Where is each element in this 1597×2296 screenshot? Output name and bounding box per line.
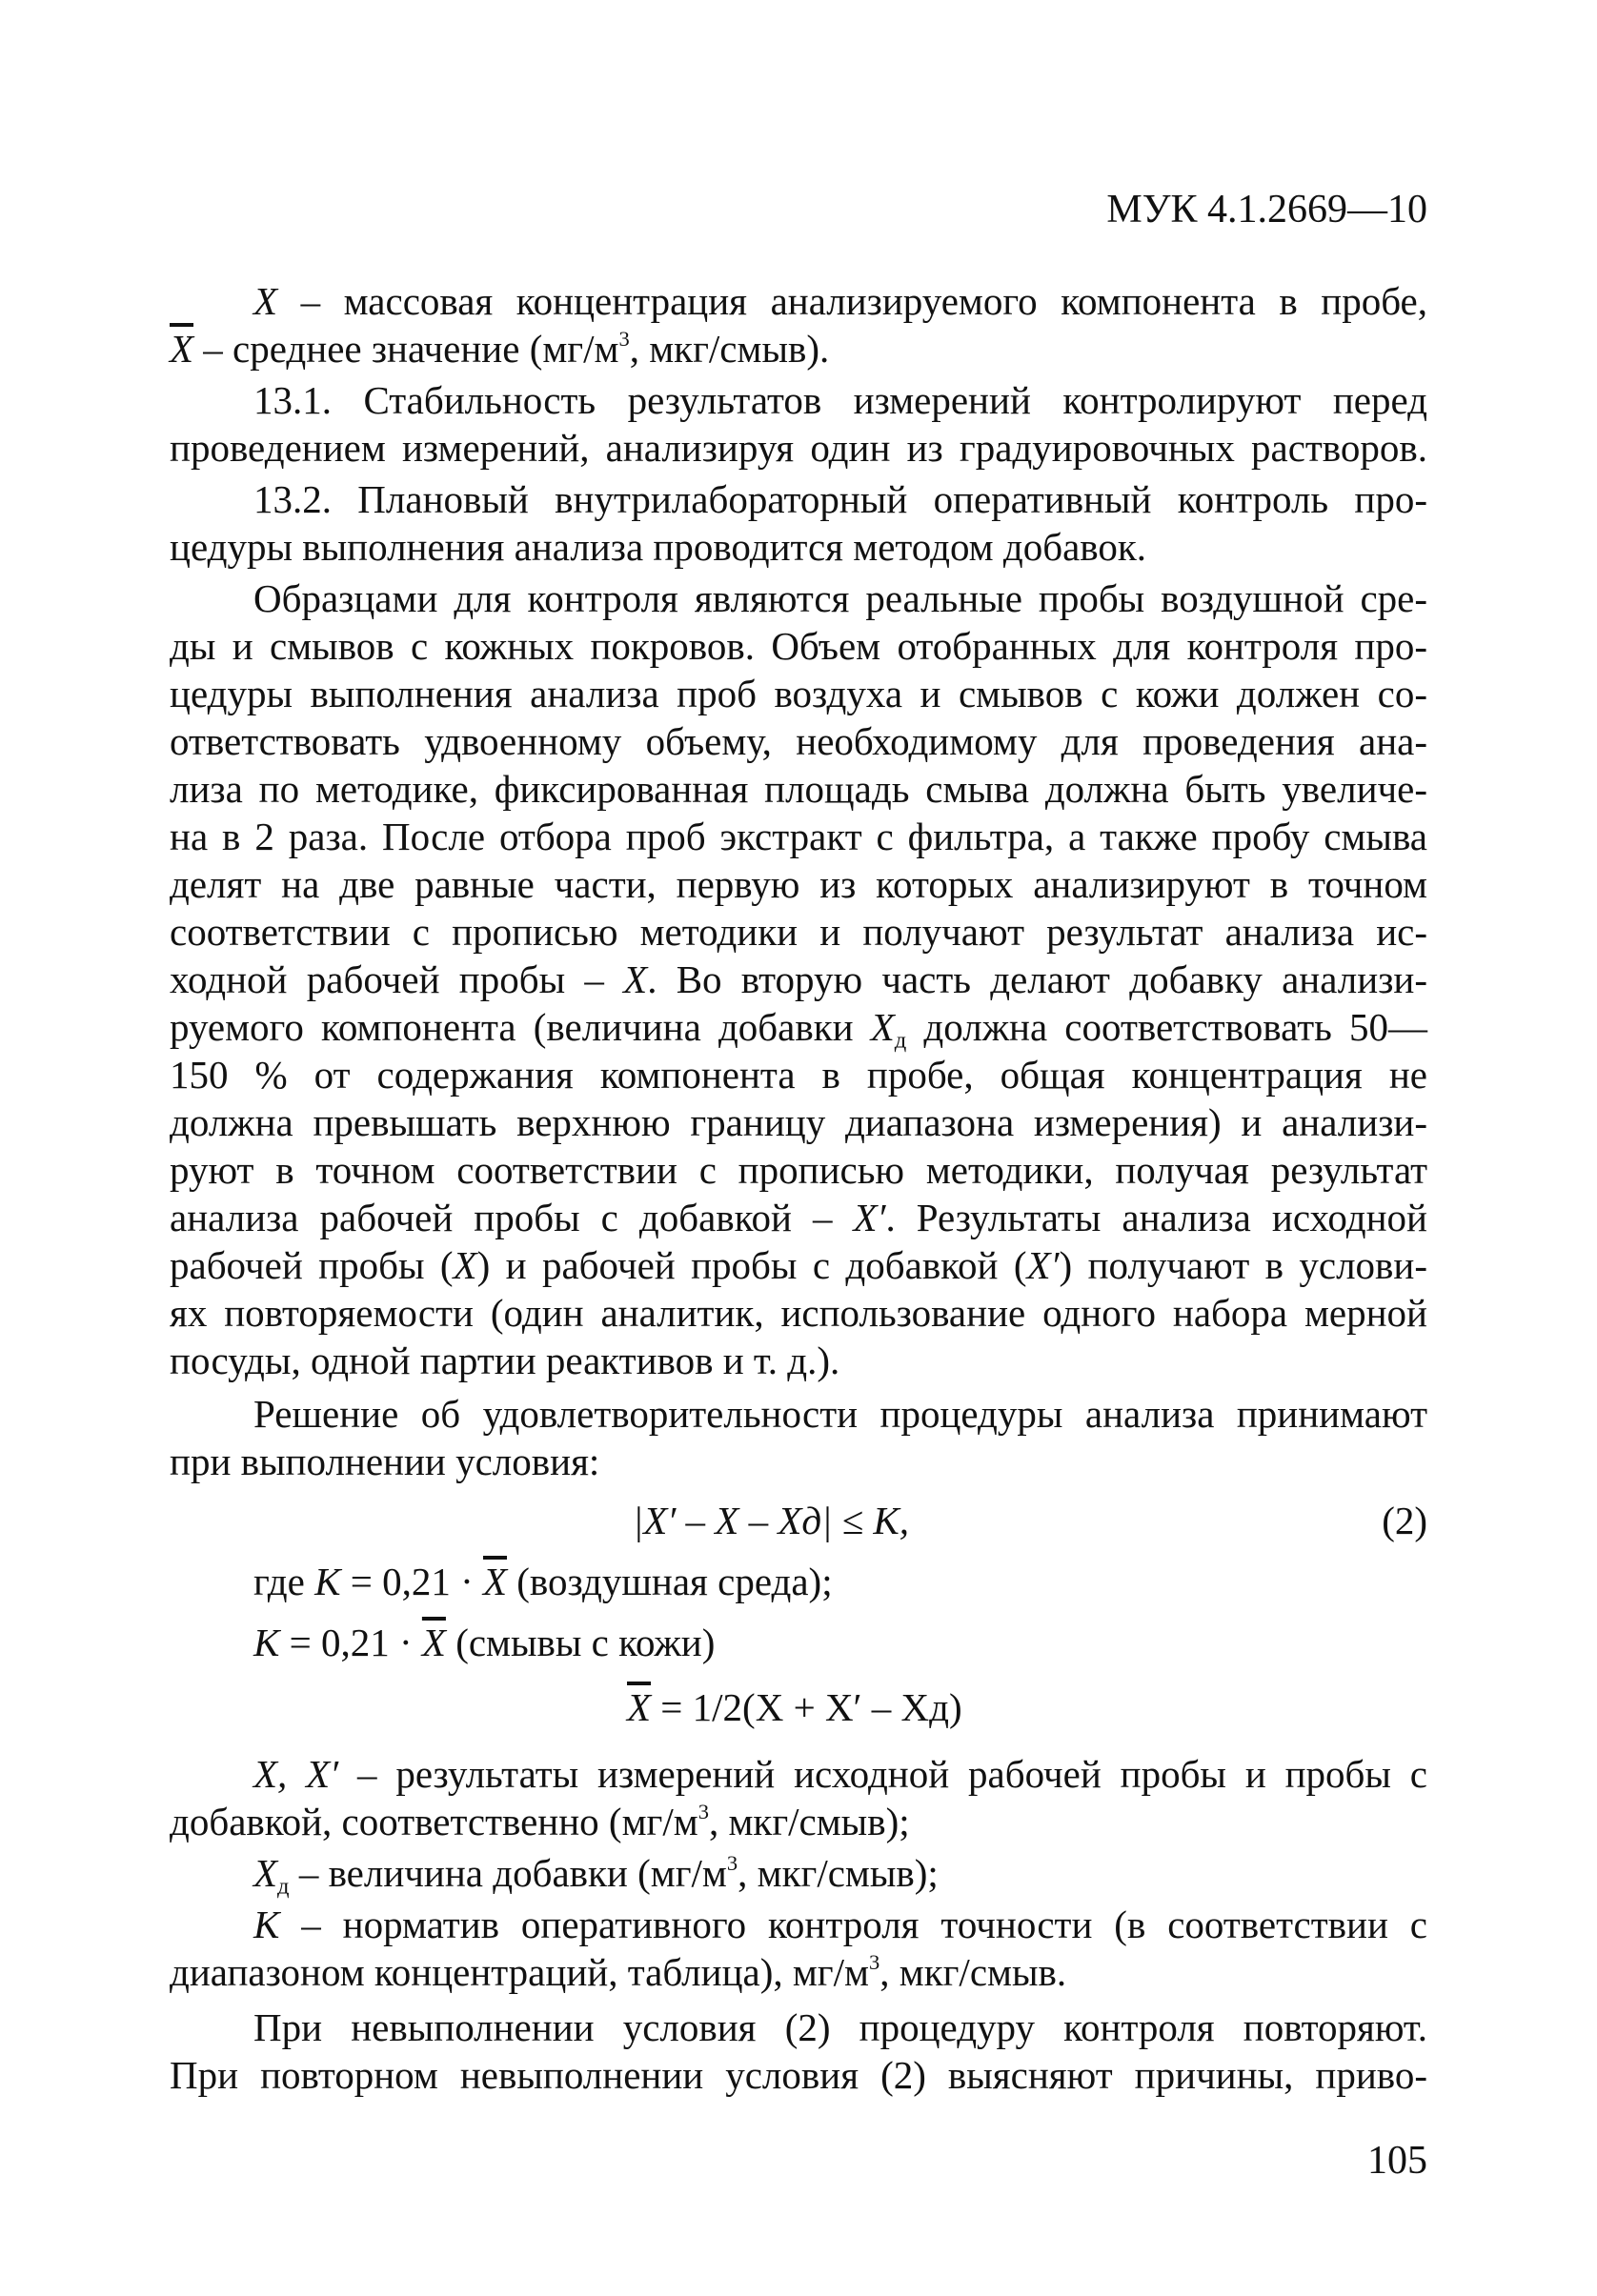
- text-line: соответствии с прописью методики и получают результат анализа ис-: [170, 910, 1427, 954]
- text-line: Образцами для контроля являются реальные пробы воздушной сре-: [253, 576, 1427, 620]
- doc-code: МУК 4.1.2669—10: [1106, 188, 1427, 232]
- symbol-x-mean: $\overline{X}$: [170, 327, 194, 371]
- page-number: 105: [1367, 2139, 1427, 2183]
- text-line: руют в точном соответствии с прописью методики, получая результат: [170, 1148, 1427, 1192]
- text-line: ответствовать удвоенному объему, необходимому для проведения ана-: [170, 719, 1427, 763]
- text-line: 13.1. Стабильность результатов измерений контролируют перед: [253, 378, 1427, 422]
- formula-mean: $\overline{X} = 1/2(X + X' - Xд)$: [627, 1685, 962, 1729]
- text-line: Решение об удовлетворительности процедуры анализа принимают: [253, 1392, 1427, 1436]
- formula-condition: |X′ – X – Xд| ≤ K,: [633, 1499, 909, 1542]
- text-line: X, X′ – результаты измерений исходной рабочей пробы и пробы с: [253, 1752, 1427, 1796]
- text-line: делят на две равные части, первую из которых анализируют в точном: [170, 862, 1427, 906]
- text-line: при выполнении условия:: [170, 1440, 600, 1483]
- text-line: проведением измерений, анализируя один из градуировочных растворов.: [170, 426, 1427, 470]
- text-line: добавкой, соответственно ($мг/м^3$, мкг/смыв);: [170, 1800, 910, 1843]
- text-line: анализа рабочей пробы с добавкой – X′. Результаты анализа исходной: [170, 1196, 1427, 1239]
- text-line: 13.2. Плановый внутрилабораторный оперативный контроль про-: [253, 477, 1427, 521]
- equation-number: (2): [1382, 1499, 1427, 1542]
- text-line: $\overline{X}$ – среднее значение ($мг/м^3$, мкг/смыв).: [170, 327, 830, 371]
- text-line: При невыполнении условия (2) процедуру контроля повторяют.: [253, 2005, 1427, 2049]
- text-line: ях повторяемости (один аналитик, использование одного набора мерной: [170, 1291, 1427, 1335]
- text-line: X – массовая концентрация анализируемого компонента в пробе,: [253, 279, 1427, 323]
- text-line: лиза по методике, фиксированная площадь смыва должна быть увеличе-: [170, 767, 1427, 811]
- text-line: ходной рабочей пробы – X. Во вторую часть делают добавку анализи-: [170, 957, 1427, 1001]
- text-line: на в 2 раза. После отбора проб экстракт с фильтра, а также пробу смыва: [170, 815, 1427, 858]
- text-line: $X_д$ – величина добавки ($мг/м^3$, мкг/смыв);: [253, 1851, 939, 1900]
- text-line: руемого компонента (величина добавки $X_д$ должна соответствовать 50—: [170, 1005, 1427, 1054]
- text-line: ды и смывов с кожных покровов. Объем отобранных для контроля про-: [170, 624, 1427, 668]
- running-header: [170, 187, 1427, 232]
- text-line: цедуры выполнения анализа проводится методом добавок.: [170, 525, 1147, 569]
- text-line: где $K = 0,21 \cdot \overline{X}$ (воздушная среда);: [253, 1560, 833, 1603]
- text-line: 150 % от содержания компонента в пробе, общая концентрация не: [170, 1053, 1427, 1097]
- symbol-x: X: [253, 279, 278, 323]
- text-line: $K = 0,21 \cdot \overline{X}$ (смывы с кожи): [253, 1621, 716, 1664]
- text-line: K – норматив оперативного контроля точности (в соответствии с: [253, 1903, 1427, 1946]
- text-line: цедуры выполнения анализа проб воздуха и смывов с кожи должен со-: [170, 672, 1427, 715]
- text-line: должна превышать верхнюю границу диапазона измерения) и анализи-: [170, 1100, 1427, 1144]
- text-line: посуды, одной партии реактивов и т. д.).: [170, 1339, 840, 1382]
- text-line: При повторном невыполнении условия (2) выясняют причины, приво-: [170, 2053, 1427, 2097]
- text-line: диапазоном концентраций, таблица), $мг/м^3$, мкг/смыв.: [170, 1950, 1067, 1994]
- text-line: рабочей пробы (X) и рабочей пробы с добавкой (X′) получают в услови-: [170, 1243, 1427, 1287]
